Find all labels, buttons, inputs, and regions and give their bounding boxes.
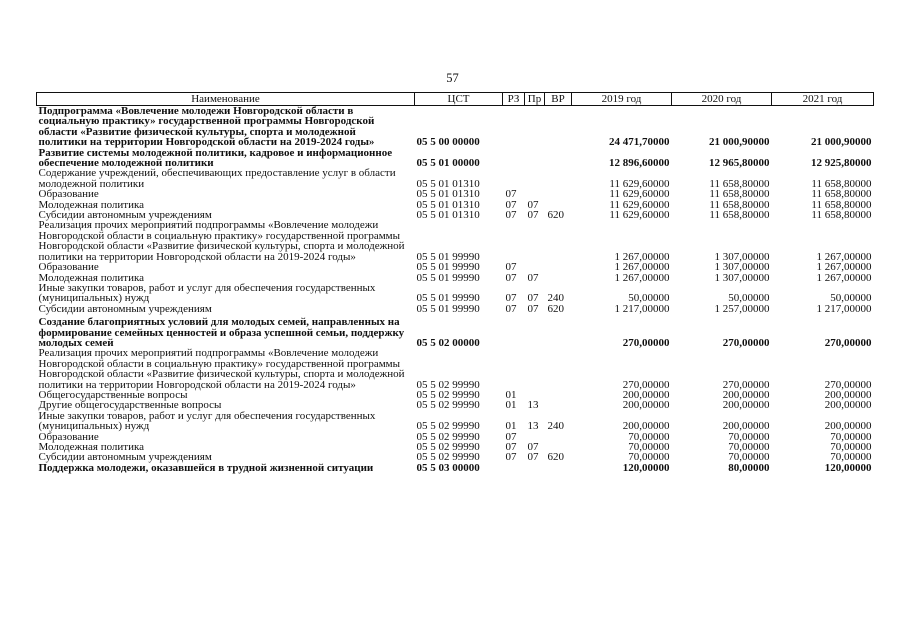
cell-2020: 11 658,80000: [709, 209, 770, 222]
cell-cst: 05 5 03 00000: [416, 461, 480, 474]
cell-vr: [545, 432, 572, 442]
cell-2020: 11 658,80000: [709, 177, 770, 190]
cell-2020: 270,00000: [722, 336, 770, 349]
cell-pr: [525, 106, 545, 148]
cell-vr: 620: [547, 209, 564, 222]
cell-pr: 07: [527, 209, 539, 222]
header-2021: 2021 год: [772, 93, 874, 106]
cell-2020: 12 965,80000: [709, 157, 770, 170]
cell-pr: [525, 262, 545, 272]
cell-rz: 07: [505, 302, 517, 315]
cell-2021: 1 267,00000: [816, 271, 872, 284]
cell-2019: 120,00000: [622, 461, 670, 474]
cell-cst: 05 5 02 99990: [416, 388, 480, 401]
cell-2021: 70,00000: [830, 451, 872, 464]
table-body: [37, 106, 874, 474]
cell-2019: 12 896,60000: [609, 157, 670, 170]
cell-2021: 11 658,80000: [811, 177, 872, 190]
cell-2020: 200,00000: [722, 388, 770, 401]
cell-cst: 05 5 02 99990: [416, 399, 480, 412]
header-name: Наименование: [37, 93, 415, 106]
cell-rz: [503, 220, 525, 262]
cell-cst: 05 5 01 99990: [416, 302, 480, 315]
cell-pr: 07: [527, 292, 539, 305]
cell-cst: 05 5 02 99990: [416, 420, 480, 433]
cell-vr: [545, 348, 572, 390]
cell-cst: 05 5 01 99990: [416, 250, 480, 263]
table-row: [37, 262, 874, 272]
cell-cst: 05 5 01 01310: [416, 188, 480, 201]
table-row: [37, 168, 874, 189]
cell-vr: 240: [547, 292, 564, 305]
cell-2021: 200,00000: [824, 388, 872, 401]
cell-rz: 07: [505, 292, 517, 305]
cell-2020: 200,00000: [722, 420, 770, 433]
table-row: [37, 283, 874, 304]
header-rz: РЗ: [503, 93, 525, 106]
cell-pr: [525, 148, 545, 169]
cell-2020: 11 658,80000: [709, 188, 770, 201]
cell-2021: 70,00000: [830, 441, 872, 453]
cell-2021: 120,00000: [824, 461, 872, 474]
table-row: [37, 314, 874, 348]
cell-cst: 05 5 00 00000: [416, 136, 480, 149]
cell-rz: 07: [505, 261, 517, 274]
table-row: [37, 106, 874, 148]
cell-name: Другие общегосударственные вопросы: [38, 399, 222, 412]
cell-name: Содержание учреждений, обеспечивающих предоставление услуг в области молодежной политики: [38, 167, 396, 190]
table-row: [37, 220, 874, 262]
cell-cst: 05 5 02 99990: [416, 441, 480, 453]
cell-2019: 11 629,60000: [609, 209, 670, 222]
cell-cst: 05 5 01 99990: [416, 271, 480, 284]
cell-name: Создание благоприятных условий для молодых семей, направленных на формирование семейных ценностей и образа успешной семьи, поддержку молодых семей: [38, 316, 405, 349]
cell-2019: 200,00000: [622, 388, 670, 401]
cell-rz: 01: [505, 388, 517, 401]
cell-vr: [545, 220, 572, 262]
header-vr: ВР: [545, 93, 572, 106]
cell-pr: 07: [527, 302, 539, 315]
cell-vr: [545, 106, 572, 148]
table-row: [37, 463, 874, 473]
cell-name: Образование: [38, 261, 99, 274]
cell-rz: [503, 168, 525, 189]
cell-vr: [545, 273, 572, 283]
cell-rz: 07: [505, 271, 517, 284]
cell-cst: 05 5 01 01310: [416, 198, 480, 211]
cell-rz: 07: [505, 441, 517, 453]
cell-name: Субсидии автономным учреждениям: [38, 451, 212, 464]
cell-2020: 70,00000: [728, 430, 770, 443]
cell-2019: 270,00000: [622, 378, 670, 391]
cell-name: Иные закупки товаров, работ и услуг для обеспечения государственных (муниципальных) нужд: [38, 281, 376, 305]
cell-pr: 13: [527, 420, 539, 433]
cell-2019: 70,00000: [628, 451, 670, 464]
cell-cst: 05 5 02 00000: [416, 336, 480, 349]
cell-rz: 07: [505, 451, 517, 464]
header-cst: ЦСТ: [415, 93, 503, 106]
table-header-row: [37, 93, 874, 106]
cell-vr: 620: [547, 302, 564, 315]
cell-2021: 70,00000: [830, 430, 872, 443]
cell-2019: 1 217,00000: [614, 302, 670, 315]
table-row: [37, 148, 874, 169]
cell-2021: 200,00000: [824, 420, 872, 433]
cell-name: Образование: [38, 188, 99, 201]
cell-cst: 05 5 01 01310: [416, 209, 480, 222]
cell-2021: 11 658,80000: [811, 209, 872, 222]
cell-name: Поддержка молодежи, оказавшейся в трудной жизненной ситуации: [38, 461, 374, 474]
cell-rz: [503, 348, 525, 390]
cell-2019: 270,00000: [622, 336, 670, 349]
cell-2019: 200,00000: [622, 420, 670, 433]
table-row: [37, 411, 874, 432]
cell-2019: 11 629,60000: [609, 198, 670, 211]
cell-2019: 1 267,00000: [614, 271, 670, 284]
cell-cst: 05 5 01 99990: [416, 292, 480, 305]
cell-vr: 620: [547, 451, 564, 464]
cell-name: Иные закупки товаров, работ и услуг для обеспечения государственных (муниципальных) нужд: [38, 409, 376, 433]
cell-2020: 1 307,00000: [714, 271, 770, 284]
cell-2020: 50,00000: [728, 292, 770, 305]
table-row: [37, 348, 874, 390]
table-row: [37, 304, 874, 314]
header-pr: Пр: [525, 93, 545, 106]
cell-vr: [545, 189, 572, 199]
cell-name: Субсидии автономным учреждениям: [38, 302, 212, 315]
budget-table: [36, 92, 874, 473]
cell-2021: 1 217,00000: [816, 302, 872, 315]
cell-rz: 01: [505, 399, 517, 412]
cell-name: Молодежная политика: [38, 271, 145, 284]
cell-vr: 240: [547, 420, 564, 433]
cell-2020: 21 000,90000: [709, 136, 770, 149]
cell-2021: 11 658,80000: [811, 198, 872, 211]
cell-pr: [525, 220, 545, 262]
cell-pr: [525, 168, 545, 189]
cell-2020: 80,00000: [728, 461, 770, 474]
cell-name: Реализация прочих мероприятий подпрограммы «Вовлечение молодежи Новгородской области в социальную практику» государственной программы Новгородской области «Развитие физической культуры, спорта и молодежной политики на территории Новгородской области на 2019-2024 годы»: [38, 347, 405, 391]
cell-2021: 21 000,90000: [811, 136, 872, 149]
cell-rz: 07: [505, 430, 517, 443]
cell-2021: 200,00000: [824, 399, 872, 412]
cell-vr: [545, 390, 572, 400]
cell-2019: 1 267,00000: [614, 261, 670, 274]
cell-cst: 05 5 01 01310: [416, 177, 480, 190]
cell-2020: 200,00000: [722, 399, 770, 412]
cell-pr: 07: [527, 441, 539, 453]
cell-2019: 1 267,00000: [614, 250, 670, 263]
cell-name: Молодежная политика: [38, 198, 145, 211]
cell-2021: 1 267,00000: [816, 261, 872, 274]
cell-name: Субсидии автономным учреждениям: [38, 209, 212, 222]
cell-2019: 24 471,70000: [609, 136, 670, 149]
cell-rz: [503, 314, 525, 348]
cell-2019: 11 629,60000: [609, 188, 670, 201]
cell-2020: 1 257,00000: [714, 302, 770, 315]
cell-pr: [525, 463, 545, 473]
cell-vr: [545, 168, 572, 189]
cell-pr: 07: [527, 271, 539, 284]
cell-cst: 05 5 02 99990: [416, 378, 480, 391]
cell-2020: 1 307,00000: [714, 250, 770, 263]
cell-rz: 01: [505, 420, 517, 433]
header-2020: 2020 год: [672, 93, 772, 106]
cell-2020: 270,00000: [722, 378, 770, 391]
cell-rz: 07: [505, 209, 517, 222]
cell-name: Молодежная политика: [38, 441, 145, 453]
cell-2019: 70,00000: [628, 430, 670, 443]
cell-cst: 05 5 02 99990: [416, 430, 480, 443]
cell-2021: 1 267,00000: [816, 250, 872, 263]
cell-name: Реализация прочих мероприятий подпрограммы «Вовлечение молодежи Новгородской области в социальную практику» государственной программы Новгородской области «Развитие физической культуры, спорта и молодежной политики на территории Новгородской области на 2019-2024 годы»: [38, 219, 405, 263]
cell-2019: 11 629,60000: [609, 177, 670, 190]
cell-2020: 70,00000: [728, 441, 770, 453]
cell-pr: 07: [527, 451, 539, 464]
cell-vr: [545, 262, 572, 272]
cell-2021: 270,00000: [824, 378, 872, 391]
cell-pr: 13: [527, 399, 539, 412]
cell-name: Подпрограмма «Вовлечение молодежи Новгородской области в социальную практику» государственной программы Новгородской области «Развитие физической культуры, спорта и молодежной политики на территории Новгородской области на 2019-2024 годы»: [38, 105, 375, 149]
page-number: 57: [446, 71, 459, 85]
cell-vr: [545, 148, 572, 169]
cell-rz: [503, 148, 525, 169]
cell-2020: 70,00000: [728, 451, 770, 464]
cell-rz: [503, 463, 525, 473]
cell-cst: 05 5 01 00000: [416, 157, 480, 170]
cell-2019: 70,00000: [628, 441, 670, 453]
cell-2020: 1 307,00000: [714, 261, 770, 274]
cell-vr: [545, 400, 572, 410]
cell-cst: 05 5 02 99990: [416, 451, 480, 464]
cell-pr: [525, 314, 545, 348]
cell-2021: 11 658,80000: [811, 188, 872, 201]
cell-2021: 50,00000: [830, 292, 872, 305]
cell-name: Образование: [38, 430, 99, 443]
cell-2021: 12 925,80000: [811, 157, 872, 170]
cell-2019: 200,00000: [622, 399, 670, 412]
cell-name: Развитие системы молодежной политики, кадровое и информационное обеспечение молодежной политики: [38, 146, 393, 170]
cell-pr: [525, 348, 545, 390]
cell-vr: [545, 314, 572, 348]
cell-name: Общегосударственные вопросы: [38, 388, 188, 401]
cell-vr: [545, 463, 572, 473]
cell-2021: 270,00000: [824, 336, 872, 349]
cell-cst: 05 5 01 99990: [416, 261, 480, 274]
cell-rz: 07: [505, 188, 517, 201]
cell-rz: [503, 106, 525, 148]
header-2019: 2019 год: [572, 93, 672, 106]
cell-pr: 07: [527, 198, 539, 211]
cell-rz: 07: [505, 198, 517, 211]
cell-2020: 11 658,80000: [709, 198, 770, 211]
cell-2019: 50,00000: [628, 292, 670, 305]
